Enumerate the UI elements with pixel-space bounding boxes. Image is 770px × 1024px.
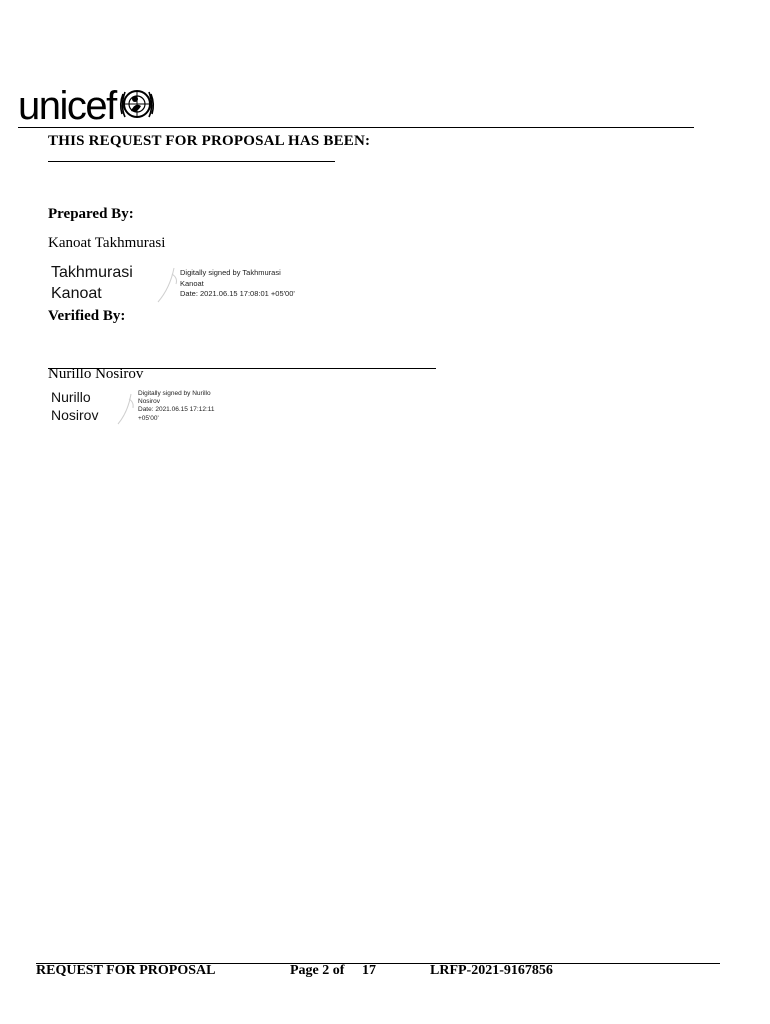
verifier-name: Nurillo Nosirov: [48, 366, 144, 382]
verifier-signature-name: Nurillo Nosirov: [51, 389, 99, 423]
unicef-logo: [18, 82, 157, 126]
footer-page-label: Page 2 of: [290, 963, 345, 978]
footer-reference: LRFP-2021-9167856: [430, 963, 553, 978]
signature-stroke-icon: [156, 264, 180, 304]
preparer-name: Kanoat Takhmurasi: [48, 235, 166, 251]
logo-wordmark: unicef: [18, 84, 116, 128]
un-emblem-icon: [117, 84, 157, 124]
preparer-signature-name: Takhmurasi Kanoat: [51, 264, 133, 302]
verifier-signature-details: Digitally signed by Nurillo Nosirov Date: 2021.06.15 17:12:11 +05'00': [138, 390, 215, 422]
prepared-by-label: Prepared By:: [48, 206, 134, 222]
page-heading: THIS REQUEST FOR PROPOSAL HAS BEEN:: [48, 133, 371, 149]
header-divider: [18, 127, 694, 128]
footer-page-total: 17: [362, 963, 376, 978]
heading-underline: [48, 161, 335, 162]
footer-doc-type: REQUEST FOR PROPOSAL: [36, 963, 216, 978]
signature-stroke-icon: [116, 390, 136, 426]
preparer-signature-details: Digitally signed by Takhmurasi Kanoat Date: 2021.06.15 17:08:01 +05'00': [180, 268, 295, 298]
verified-by-label: Verified By:: [48, 308, 126, 324]
